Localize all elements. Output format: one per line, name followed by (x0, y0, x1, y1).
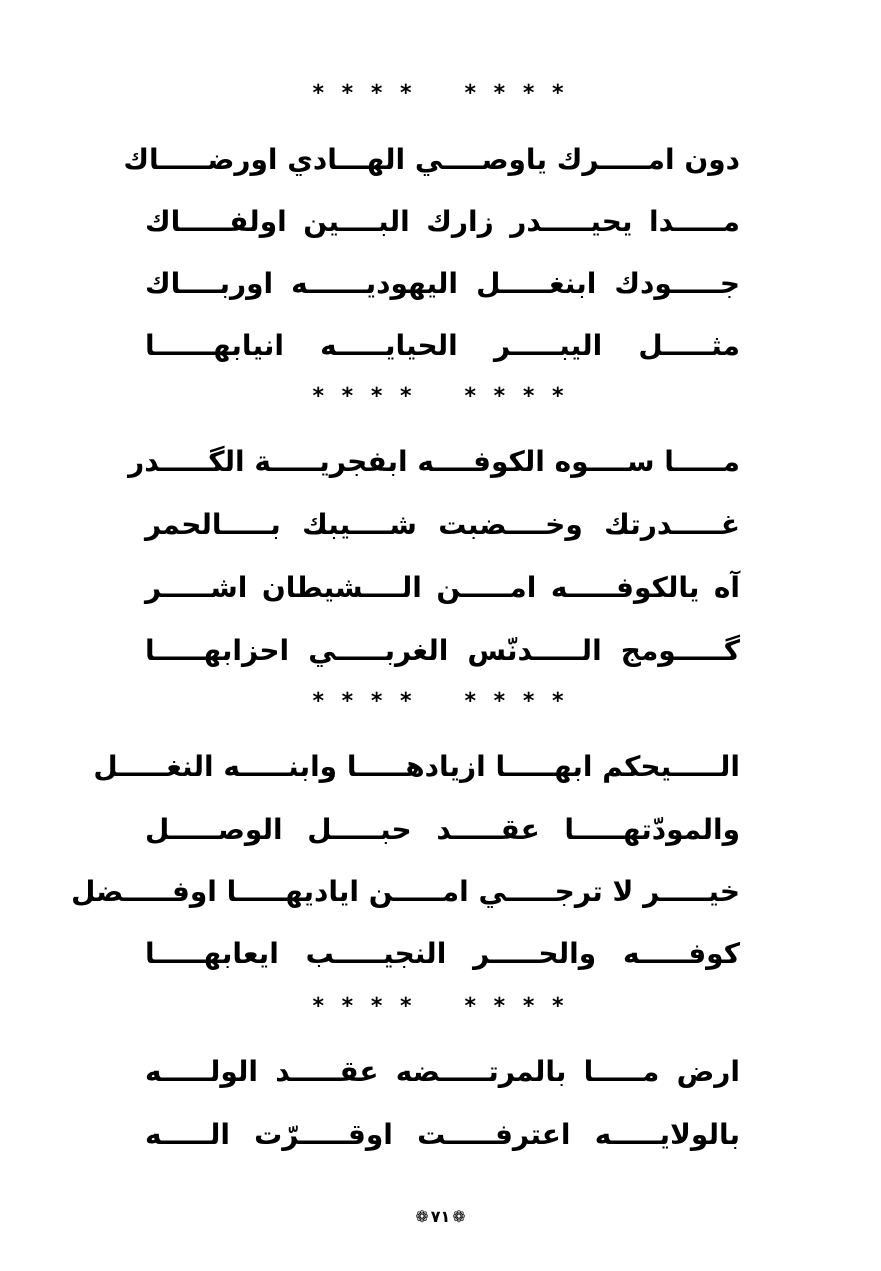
verse-line: مـــــدا يحيـــــدر زارك البــــين اولفـــــاك (145, 205, 740, 238)
verse-divider (0, 82, 881, 106)
verse-divider (0, 690, 881, 714)
ornament-right-icon: ❁ (452, 1207, 466, 1226)
divider-stars-right: * * * * (464, 994, 569, 1019)
verse-line: خيـــــر لا ترجـــــي امـــــن اياديهـــــا اوفـــــضل (71, 875, 740, 908)
divider-stars-right: * * * * (464, 384, 569, 409)
page-number (0, 1203, 881, 1231)
divider-stars-left: * * * * (312, 689, 417, 714)
verse-line: دون امـــــرك ياوصــــي الهـــادي اورضـــــاك (123, 143, 740, 176)
verse-divider (0, 995, 881, 1019)
divider-stars-left: * * * * (312, 994, 417, 1019)
verse-divider (0, 385, 881, 409)
verse-line: جـــــودك ابنغـــــل اليهوديــــــه اوربــــاك (145, 267, 740, 300)
verse-line: ارض مـــــا بالمرتـــــضه عقـــــد الولـــــه (145, 1055, 740, 1088)
verse-line: الـــــيحكم ابهـــــا ازيادهـــــا وابنـــــه النغـــــل (93, 750, 740, 783)
divider-stars-right: * * * * (464, 81, 569, 106)
verse-line: كوفـــــه والحـــــر النجيـــــب ايعابهـــــا (145, 937, 740, 970)
verse-line: مثـــــل اليبـــــر الحيايـــــه انيابهــــــا (145, 329, 740, 362)
divider-stars-left: * * * * (312, 384, 417, 409)
verse-line: گـــــومج الـــــدنّس الغربـــــي احزابهـــــا (145, 634, 740, 667)
divider-stars-right: * * * * (464, 689, 569, 714)
verse-line: والمودّتهـــــا عقـــــد حبـــــل الوصـــــل (145, 813, 740, 846)
ornament-left-icon: ❁ (415, 1207, 429, 1226)
verse-line: آه يالكوفـــــه امـــــن الــــشيطان اشـــــر (145, 571, 740, 604)
verse-line: غـــــدرتك وخــــضبت شــــيبك بـــــالحمر (145, 508, 740, 541)
verse-line: مـــــا ســــوه الكوفــــه ابفجريـــــة الگـــــدر (128, 445, 740, 478)
page-number-text: ٧١ (430, 1207, 451, 1226)
divider-stars-left: * * * * (312, 81, 417, 106)
verse-line: بالولايـــــه اعترفـــــت اوقـــــرّت الـــــه (145, 1118, 740, 1151)
